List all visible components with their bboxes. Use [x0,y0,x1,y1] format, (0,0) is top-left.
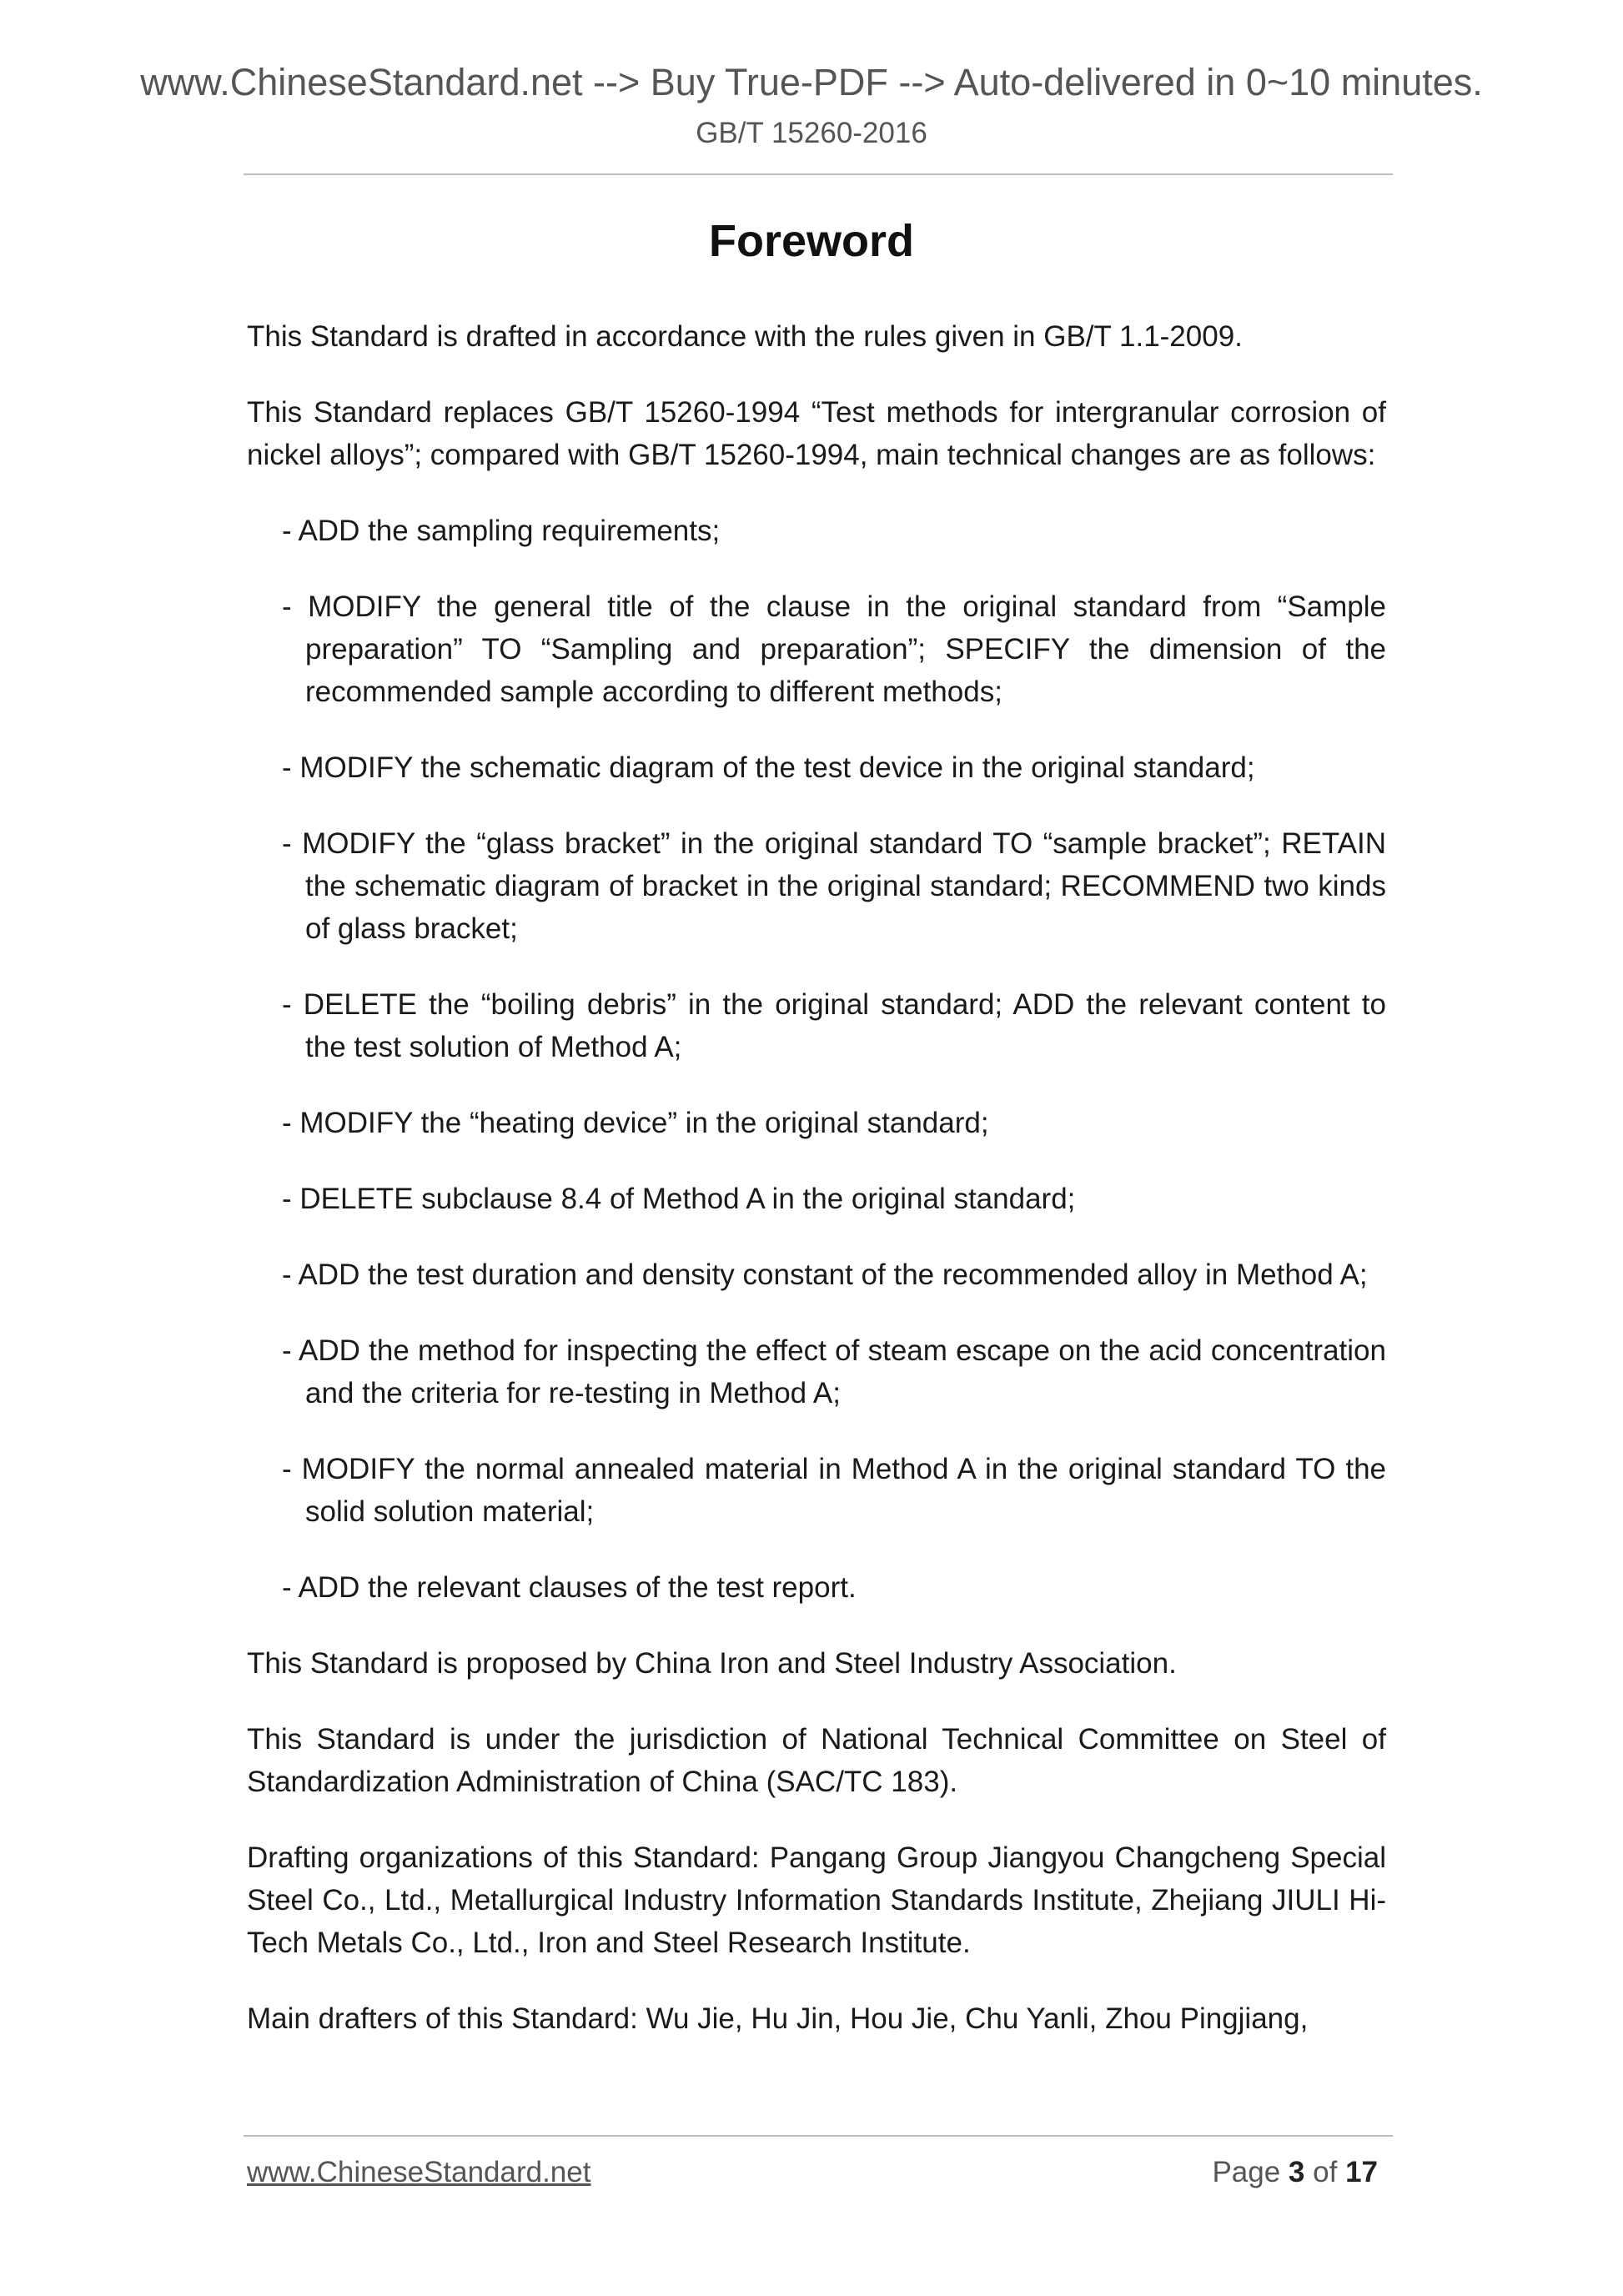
list-item: - ADD the method for inspecting the effect of steam escape on the acid concentration and the criteria for re-testing in Method A; [282,1334,1386,1409]
header-divider [244,173,1393,175]
list-item: - ADD the relevant clauses of the test report. [282,1571,857,1604]
paragraph-drafting-organizations: Drafting organizations of this Standard: Pangang Group Jiangyou Changcheng Special Steel Co., Ltd., Metallurgical Industry Information Standards Institute, Zhejiang JIULI Hi-Tech Metals Co., Ltd., Iron and Steel Research Institute. [247,1841,1386,1959]
list-item: - DELETE the “boiling debris” in the original standard; ADD the relevant content to the test solution of Method A; [282,988,1386,1063]
standard-code: GB/T 15260-2016 [696,117,927,149]
list-item: - MODIFY the normal annealed material in Method A in the original standard TO the solid solution material; [282,1453,1386,1528]
list-item: - MODIFY the “glass bracket” in the original standard TO “sample bracket”; RETAIN the schematic diagram of bracket in the original standard; RECOMMEND two kinds of glass bracket; [282,827,1386,945]
changes-list [247,510,1386,1609]
page-current: 3 [1288,2156,1305,2188]
paragraph-jurisdiction: This Standard is under the jurisdiction of National Technical Committee on Steel of Standardization Administration of China (SAC/TC 183). [247,1723,1386,1798]
list-item: - ADD the test duration and density constant of the recommended alloy in Method A; [282,1259,1368,1291]
document-body [247,315,1386,2073]
list-item: - DELETE subclause 8.4 of Method A in the original standard; [282,1183,1076,1215]
page-of: of [1313,2156,1338,2188]
page-indicator [1212,2156,1378,2189]
paragraph-proposed-by: This Standard is proposed by China Iron and Steel Industry Association. [247,1647,1177,1680]
list-item: - MODIFY the schematic diagram of the test device in the original standard; [282,751,1255,784]
list-item: - ADD the sampling requirements; [282,515,721,547]
list-item: - MODIFY the “heating device” in the original standard; [282,1107,989,1139]
paragraph-replaces: This Standard replaces GB/T 15260-1994 “Test methods for intergranular corrosion of nickel alloys”; compared with GB/T 15260-1994, main technical changes are as follows: [247,396,1386,471]
list-item: - MODIFY the general title of the clause in the original standard from “Sample preparation” TO “Sampling and preparation”; SPECIFY the dimension of the recommended sample according to different methods; [282,590,1386,708]
page-title: Foreword [708,216,914,266]
header-banner: www.ChineseStandard.net --> Buy True-PDF --> Auto-delivered in 0~10 minutes. [140,61,1483,103]
paragraph-drafting-rules: This Standard is drafted in accordance with the rules given in GB/T 1.1-2009. [247,320,1243,353]
footer-divider [244,2135,1393,2137]
page-label: Page [1212,2156,1281,2188]
paragraph-main-drafters: Main drafters of this Standard: Wu Jie, Hu Jin, Hou Jie, Chu Yanli, Zhou Pingjiang, [247,2002,1309,2035]
page-total: 17 [1345,2156,1378,2188]
footer-website-link[interactable]: www.ChineseStandard.net [247,2156,591,2188]
